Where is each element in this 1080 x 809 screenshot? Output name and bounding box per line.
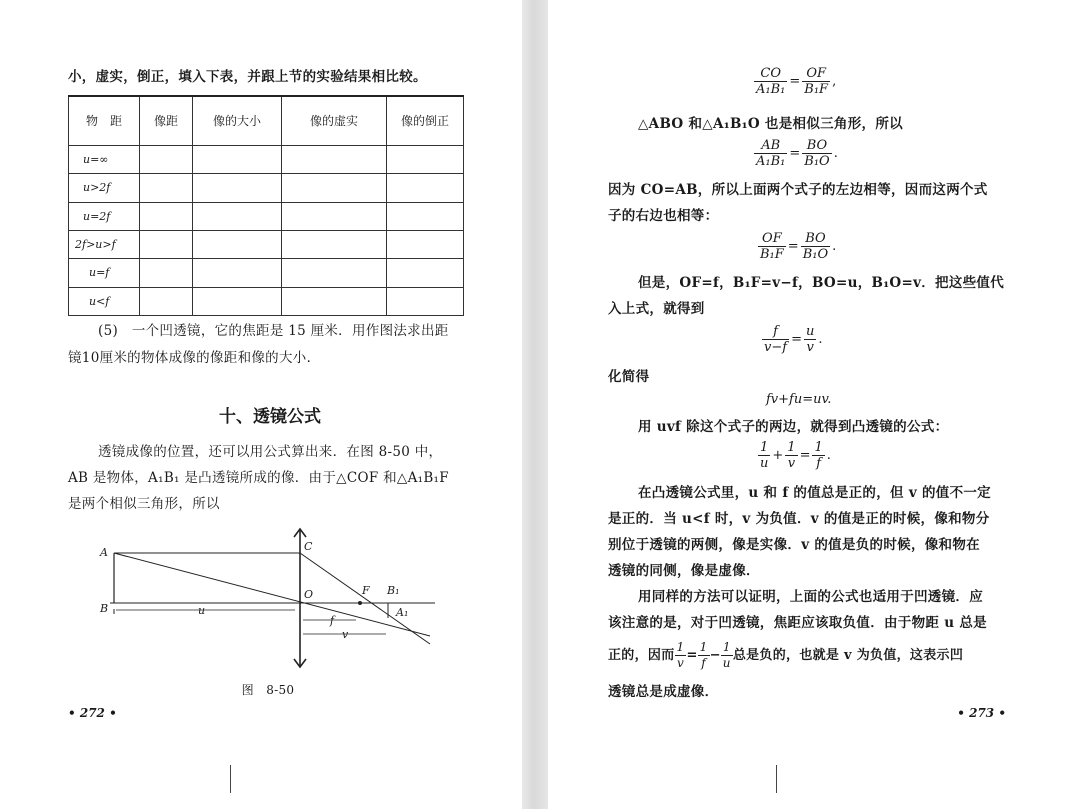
- page-number-left: • 272 •: [68, 706, 117, 720]
- paragraph-line: 透镜总是成虚像．: [608, 684, 719, 700]
- label-O: O: [304, 588, 314, 601]
- table-header-row: [69, 96, 464, 145]
- table-row-label: u=∞: [69, 145, 140, 173]
- paragraph-line: 正的，因而 $\frac{1}{v}$ = $\frac{1}{f}$ − $\frac{1}{u}$ 总是负的，也就是 v 为负值，这表示凹: [608, 640, 964, 670]
- exercise-line: (5) 一个凹透镜，它的焦距是 15 厘米．用作图法求出距: [98, 323, 449, 339]
- book-gutter: [522, 0, 548, 809]
- table-row-label: u=2f: [69, 202, 140, 230]
- label-v: v: [342, 628, 349, 641]
- table-header-cell: 像的虚实: [282, 96, 387, 145]
- paragraph-line: 透镜成像的位置，还可以用公式算出来．在图 8-50 中，: [98, 444, 443, 460]
- focal-point: [358, 601, 362, 605]
- image-properties-table: [68, 95, 464, 316]
- table-row-label: 2f>u>f: [69, 230, 140, 258]
- table-header-cell: 像距: [140, 96, 193, 145]
- label-A: A: [100, 546, 108, 559]
- table-row-label: u>2f: [69, 174, 140, 202]
- paragraph-line: 在凸透镜公式里，u 和 f 的值总是正的，但 v 的值不一定: [638, 485, 991, 501]
- label-f: f: [330, 614, 335, 627]
- paragraph-line: 因为 CO=AB，所以上面两个式子的左边相等，因而这两个式: [608, 182, 988, 198]
- paragraph-line: 是两个相似三角形，所以: [68, 496, 220, 512]
- table-row-label: u=f: [69, 259, 140, 287]
- paragraph-line: 该注意的是，对于凹透镜，焦距应该取负值．由于物距 u 总是: [608, 615, 987, 631]
- equation-4: $\frac{f}{v-f}$ = $\frac{u}{v}$ .: [764, 324, 823, 355]
- equation-2: $\frac{AB}{\text{A₁B₁}}$ = $\frac{BO}{\text{B₁O}}$ .: [756, 138, 838, 169]
- label-A1: A₁: [396, 606, 409, 619]
- equation-3: $\frac{OF}{\text{B₁F}}$ = $\frac{BO}{\text{B₁O}}$ .: [760, 231, 837, 262]
- paragraph-line: 别位于透镜的两侧，像是实像．v 的值是负的时候，像和物在: [608, 537, 980, 553]
- paragraph-line: 用 uvf 除这个式子的两边，就得到凸透镜的公式：: [638, 419, 949, 435]
- paragraph-line: 入上式，就得到: [608, 301, 705, 317]
- section-title: 十、透镜公式: [219, 407, 321, 427]
- lens-formula: $\frac{1}{u}$ + $\frac{1}{v}$ = $\frac{1}{f}$ .: [760, 440, 831, 471]
- text-cursor-mark: [776, 765, 777, 793]
- table-header-cell: 像的大小: [193, 96, 282, 145]
- paragraph-line: 透镜的同侧，像是虚像．: [608, 563, 760, 579]
- table-row: [69, 174, 464, 202]
- label-F: F: [362, 584, 370, 597]
- lens-ray-diagram: [90, 524, 450, 674]
- paragraph-line: 是正的．当 u<f 时，v 为负值．v 的值是正的时候，像和物分: [608, 511, 990, 527]
- table-header-cell: 物 距: [69, 96, 140, 145]
- page-number-right: • 273 •: [957, 706, 1006, 720]
- label-B: B: [100, 602, 109, 615]
- paragraph-line: AB 是物体，A₁B₁ 是凸透镜所成的像．由于△COF 和△A₁B₁F: [68, 470, 449, 486]
- equation-1: $\frac{CO}{\text{A₁B₁}}$ = $\frac{OF}{\text{B₁F}}$ ,: [756, 66, 837, 97]
- equation-5: fv+fu=uv.: [766, 392, 832, 407]
- text-cursor-mark: [230, 765, 231, 793]
- table-row: [69, 259, 464, 287]
- table-row-label: u<f: [69, 287, 140, 315]
- table-row: [69, 287, 464, 315]
- paragraph-line: 化简得: [608, 369, 650, 385]
- center-ray: [114, 553, 430, 636]
- label-C: C: [304, 540, 313, 553]
- table-row: [69, 202, 464, 230]
- refracted-ray: [300, 553, 430, 644]
- label-u: u: [198, 604, 206, 617]
- figure-caption: 图 8-50: [241, 683, 295, 697]
- label-B1: B₁: [387, 584, 400, 597]
- paragraph-line: 但是，OF=f，B₁F=v−f，BO=u，B₁O=v．把这些值代: [638, 275, 1005, 291]
- table-header-cell: 像的倒正: [387, 96, 464, 145]
- paragraph-line: △ABO 和△A₁B₁O 也是相似三角形，所以: [638, 116, 903, 132]
- right-page: [548, 0, 1080, 809]
- exercise-line: 镜10厘米的物体成像的像距和像的大小．: [68, 350, 321, 366]
- left-page: [0, 0, 522, 809]
- table-row: [69, 145, 464, 173]
- paragraph-line: 子的右边也相等：: [608, 208, 719, 224]
- paragraph-line: 用同样的方法可以证明，上面的公式也适用于凹透镜．应: [638, 589, 983, 605]
- table-row: [69, 230, 464, 258]
- intro-text: 小，虚实，倒正，填入下表，并跟上节的实验结果相比较。: [68, 69, 427, 85]
